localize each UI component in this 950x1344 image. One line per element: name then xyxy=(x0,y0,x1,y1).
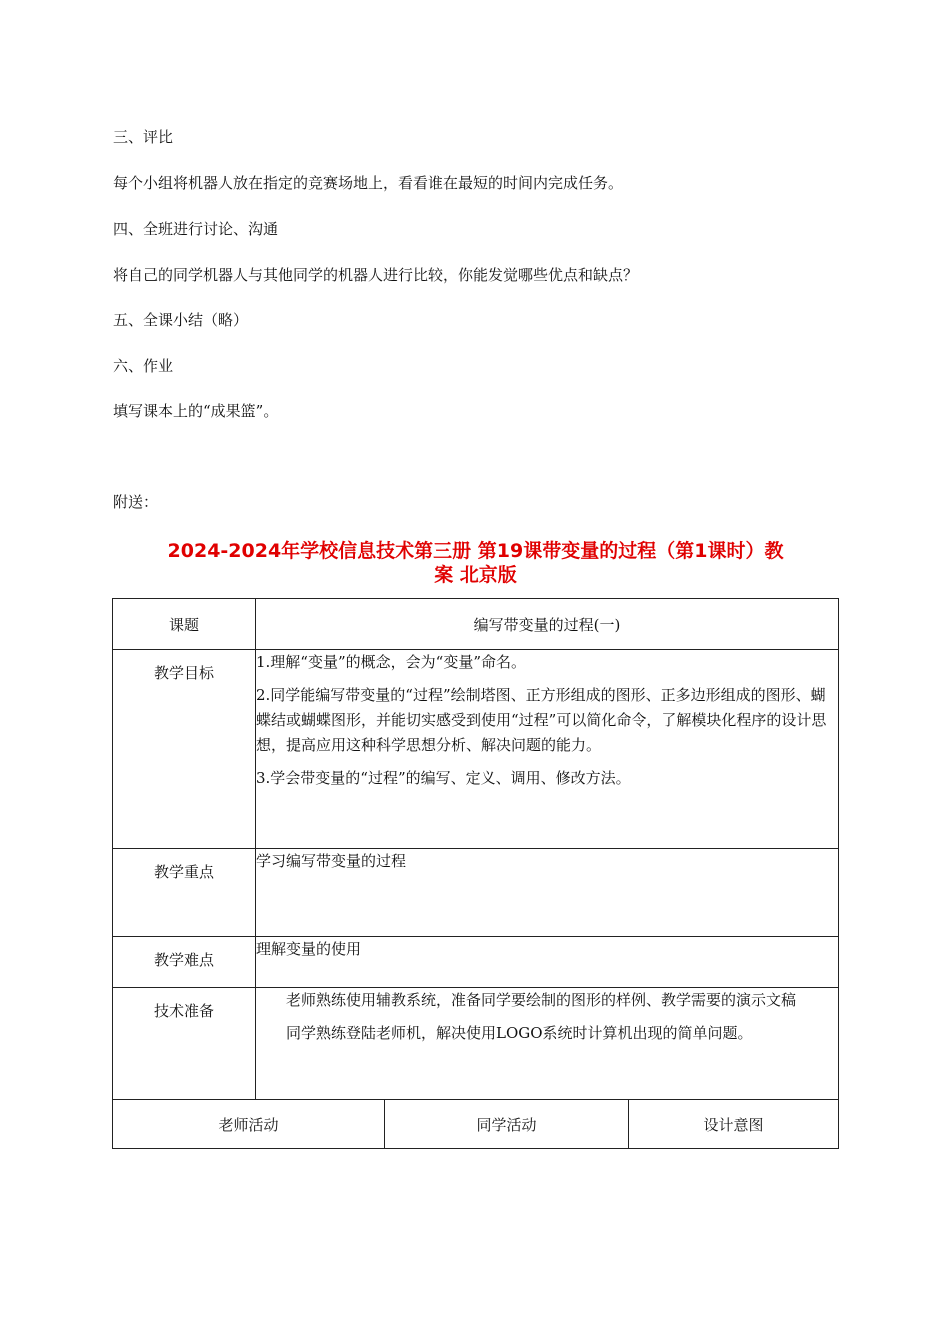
section-heading-5: 五、全课小结（略） xyxy=(113,311,249,329)
focus-value: 学习编写带变量的过程 xyxy=(256,849,839,937)
attachment-label: 附送： xyxy=(113,493,159,511)
prep-content xyxy=(256,988,839,1100)
section-heading-4: 四、全班进行讨论、沟通 xyxy=(113,220,279,238)
document-title-line2: 案 北京版 xyxy=(434,564,517,586)
section-body-6: 填写课本上的“成果篮”。 xyxy=(113,402,279,420)
row-focus xyxy=(113,849,839,937)
topic-value: 编写带变量的过程(一) xyxy=(256,599,839,650)
column-header-teacher: 老师活动 xyxy=(113,1100,385,1149)
lesson-plan-table xyxy=(112,598,839,1149)
topic-label: 课题 xyxy=(113,599,256,650)
column-header-intent: 设计意图 xyxy=(629,1100,839,1149)
section-body-3: 每个小组将机器人放在指定的竞赛场地上，看看谁在最短的时间内完成任务。 xyxy=(113,174,624,192)
row-prep xyxy=(113,988,839,1100)
prep-label: 技术准备 xyxy=(113,988,256,1100)
goal-content xyxy=(256,650,839,849)
section-heading-6: 六、作业 xyxy=(113,357,174,375)
section-body-4: 将自己的同学机器人与其他同学的机器人进行比较，你能发觉哪些优点和缺点？ xyxy=(113,266,639,284)
row-topic xyxy=(113,599,839,650)
prep-item: 老师熟练使用辅教系统，准备同学要绘制的图形的样例、教学需要的演示文稿 xyxy=(286,991,797,1009)
focus-label: 教学重点 xyxy=(113,849,256,937)
column-header-student: 同学活动 xyxy=(385,1100,629,1149)
section-heading-3: 三、评比 xyxy=(113,128,174,146)
difficulty-label: 教学难点 xyxy=(113,937,256,988)
goal-label: 教学目标 xyxy=(113,650,256,849)
row-activity-headers xyxy=(113,1100,839,1149)
goal-item: 3.学会带变量的“过程”的编写、定义、调用、修改方法。 xyxy=(256,769,631,787)
goal-item: 2.同学能编写带变量的“过程”绘制塔图、正方形组成的图形、正多边形组成的图形、蝴蝶结或蝴蝶图形，并能切实感受到使用“过程”可以简化命令，了解模块化程序的设计思想，提高应用这种科学思想分析、解决问题的能力。 xyxy=(256,686,827,754)
row-difficulty xyxy=(113,937,839,988)
difficulty-value: 理解变量的使用 xyxy=(256,937,839,988)
prep-item: 同学熟练登陆老师机，解决使用LOGO系统时计算机出现的简单问题。 xyxy=(286,1024,753,1042)
document-title-line1: 2024-2024年学校信息技术第三册 第19课带变量的过程（第1课时）教 xyxy=(167,540,784,562)
row-goals xyxy=(113,650,839,849)
goal-item: 1.理解“变量”的概念，会为“变量”命名。 xyxy=(256,653,526,671)
